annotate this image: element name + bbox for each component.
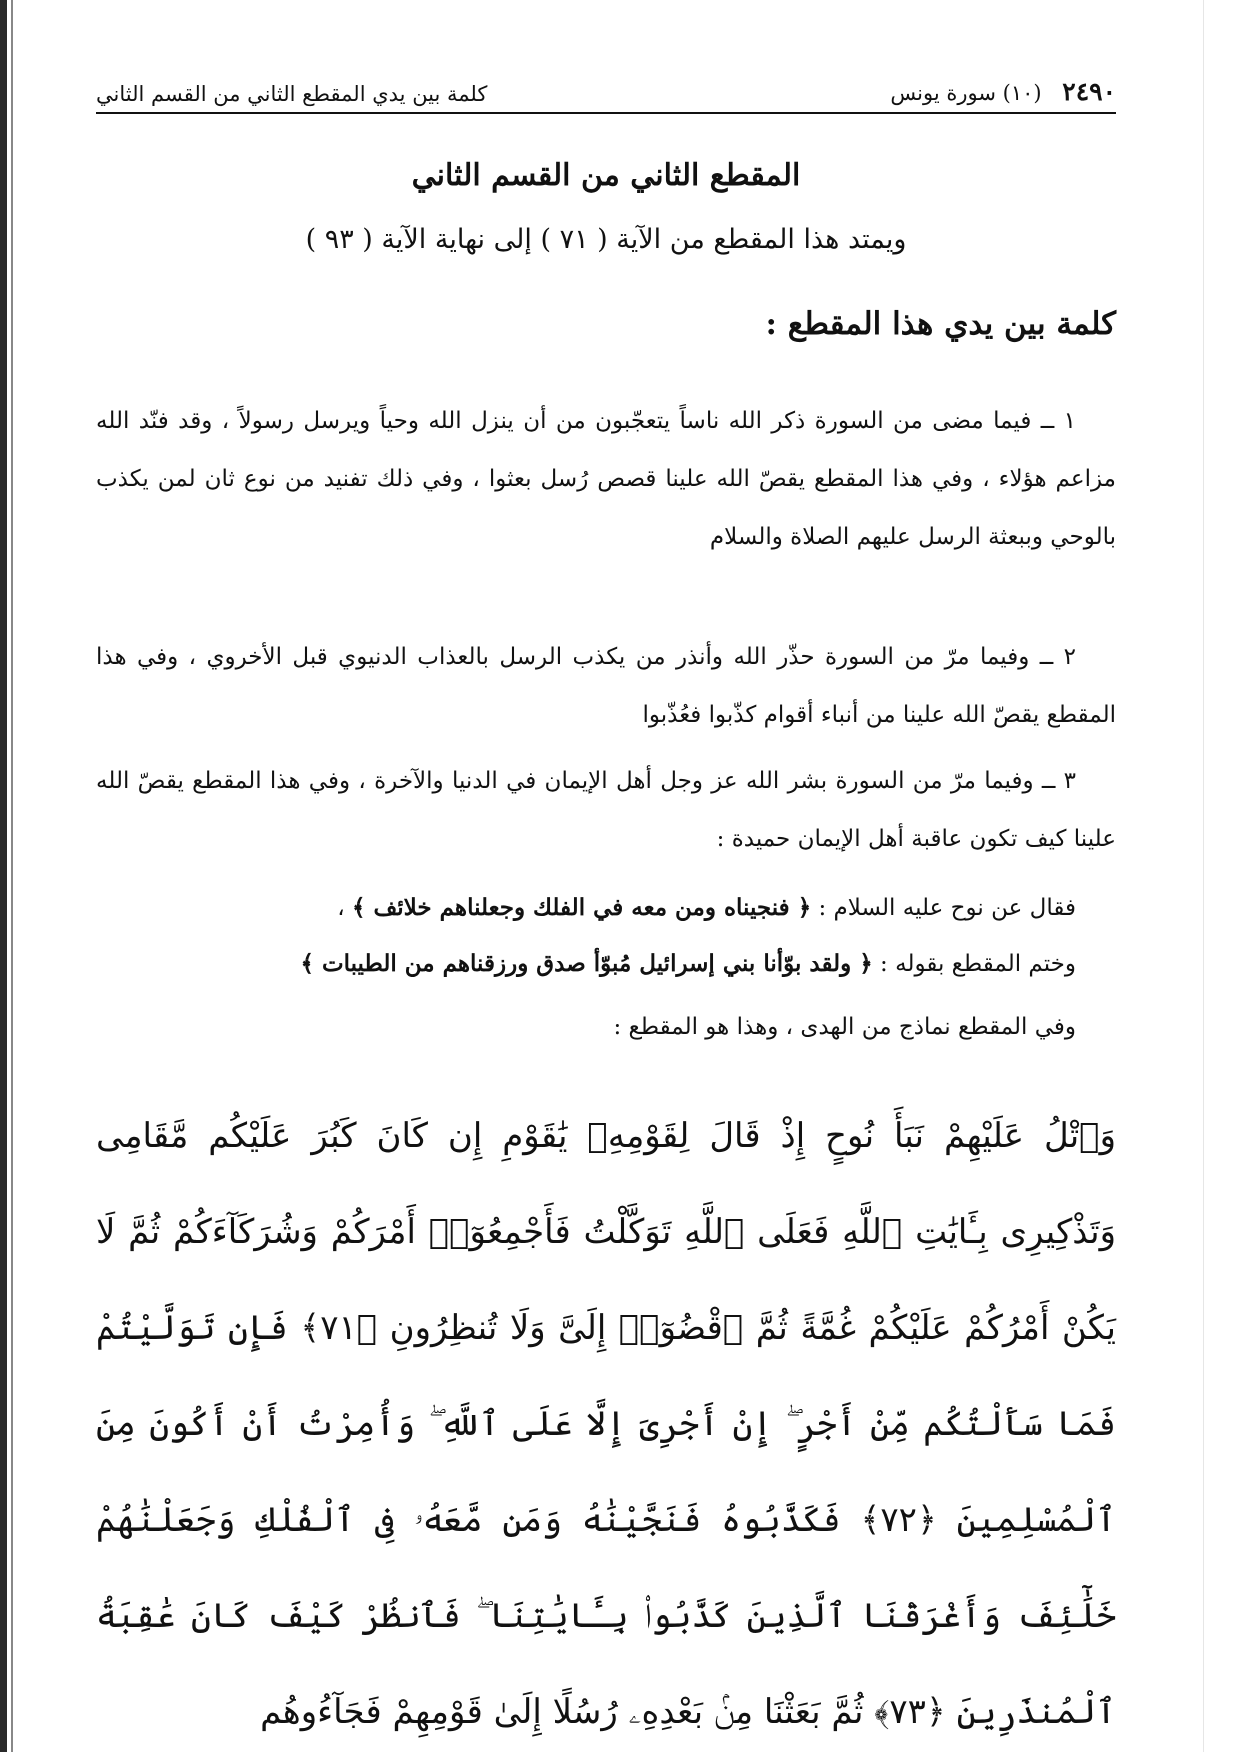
paragraph-1: ١ ــ فيما مضى من السورة ذكر الله ناساً يتعجّبون من أن ينزل الله وحياً ويرسل رسولاً ، وقد فنّد الله مزاعم هؤلاء ، وفي هذا المقطع يقصّ الله علينا قصص رُسل بعثوا ، وفي ذلك تفنيد من نوع ثان لمن يكذب بالوحي وببعثة الرسل عليهم الصلاة والسلام [96,408,1116,550]
subheading: كلمة بين يدي هذا المقطع : [765,306,1116,342]
verse-range: ويمتد هذا المقطع من الآية ( ٧١ ) إلى نهاية الآية ( ٩٣ ) [305,224,907,255]
paragraph-5: وفي المقطع نماذج من الهدى ، وهذا هو المقطع : [613,1014,1076,1040]
running-header [96,66,1116,114]
binding-line [11,0,13,1752]
p4-line1-prefix: فقال عن نوح عليه السلام : [818,895,1076,921]
p4-line2-ayah: ﴿ ولقد بوّأنا بني إسرائيل مُبوّأ صدق ورزقناهم من الطيبات ﴾ [300,950,873,977]
section-title: المقطع الثاني من القسم الثاني [411,158,801,193]
p4-line2-prefix: وختم المقطع بقوله : [880,951,1076,977]
paragraph-4 [96,880,1116,992]
page-edge [1203,0,1204,1752]
quran-verses: وَٱتْلُ عَلَيْهِمْ نَبَأَ نُوحٍ إِذْ قَالَ لِقَوْمِهِۦ يَٰقَوْمِ إِن كَانَ كَبُرَ عَلَيْكُم مَّقَامِى وَتَذْكِيرِى بِـَٔايَٰتِ ٱللَّهِ فَعَلَى ٱللَّهِ تَوَكَّلْتُ فَأَجْمِعُوٓا۟ أَمْرَكُمْ وَشُرَكَآءَكُمْ ثُمَّ لَا يَكُنْ أَمْرُكُمْ عَلَيْكُمْ غُمَّةً ثُمَّ ٱقْضُوٓا۟ إِلَىَّ وَلَا تُنظِرُونِ ﴿٧١﴾ فَإِن تَوَلَّيْتُمْ فَمَا سَأَلْتُكُم مِّنْ أَجْرٍ ۖ إِنْ أَجْرِىَ إِلَّا عَلَى ٱللَّهِ ۖ وَأُمِرْتُ أَنْ أَكُونَ مِنَ ٱلْمُسْلِمِينَ ﴿٧٢﴾ فَكَذَّبُوهُ فَنَجَّيْنَٰهُ وَمَن مَّعَهُۥ فِى ٱلْفُلْكِ وَجَعَلْنَٰهُمْ خَلَٰٓئِفَ وَأَغْرَقْنَا ٱلَّذِينَ كَذَّبُوا۟ بِـَٔايَٰتِنَا ۖ فَٱنظُرْ كَيْفَ كَانَ عَٰقِبَةُ ٱلْمُنذَرِينَ ﴿٧٣﴾ ثُمَّ بَعَثْنَا مِنۢ بَعْدِهِۦ رُسُلًا إِلَىٰ قَوْمِهِمْ فَجَآءُوهُم [96,1116,1117,1732]
paragraph-4-line-1 [96,880,1116,936]
paragraph-3: ٣ ــ وفيما مرّ من السورة بشر الله عز وجل أهل الإيمان في الدنيا والآخرة ، وفي هذا المقطع يقصّ الله علينا كيف تكون عاقبة أهل الإيمان حميدة : [96,768,1116,852]
p4-line1-suffix: ، [337,895,345,921]
surah-label: (١٠) سورة يونس [890,81,1042,105]
page-number: ٢٤٩٠ [1062,77,1116,106]
p4-line1-ayah: ﴿ فنجيناه ومن معه في الفلك وجعلناهم خلائف ﴾ [351,894,812,921]
header-right [890,77,1116,106]
paragraph-4-line-2 [96,936,1116,992]
section-running-title: كلمة بين يدي المقطع الثاني من القسم الثاني [96,82,488,106]
binding-edge [0,0,7,1752]
paragraph-2: ٢ ــ وفيما مرّ من السورة حذّر الله وأنذر من يكذب الرسل بالعذاب الدنيوي قبل الأخروي ، وفي هذا المقطع يقصّ الله علينا من أنباء أقوام كذّبوا فعُذّبوا [96,644,1116,728]
